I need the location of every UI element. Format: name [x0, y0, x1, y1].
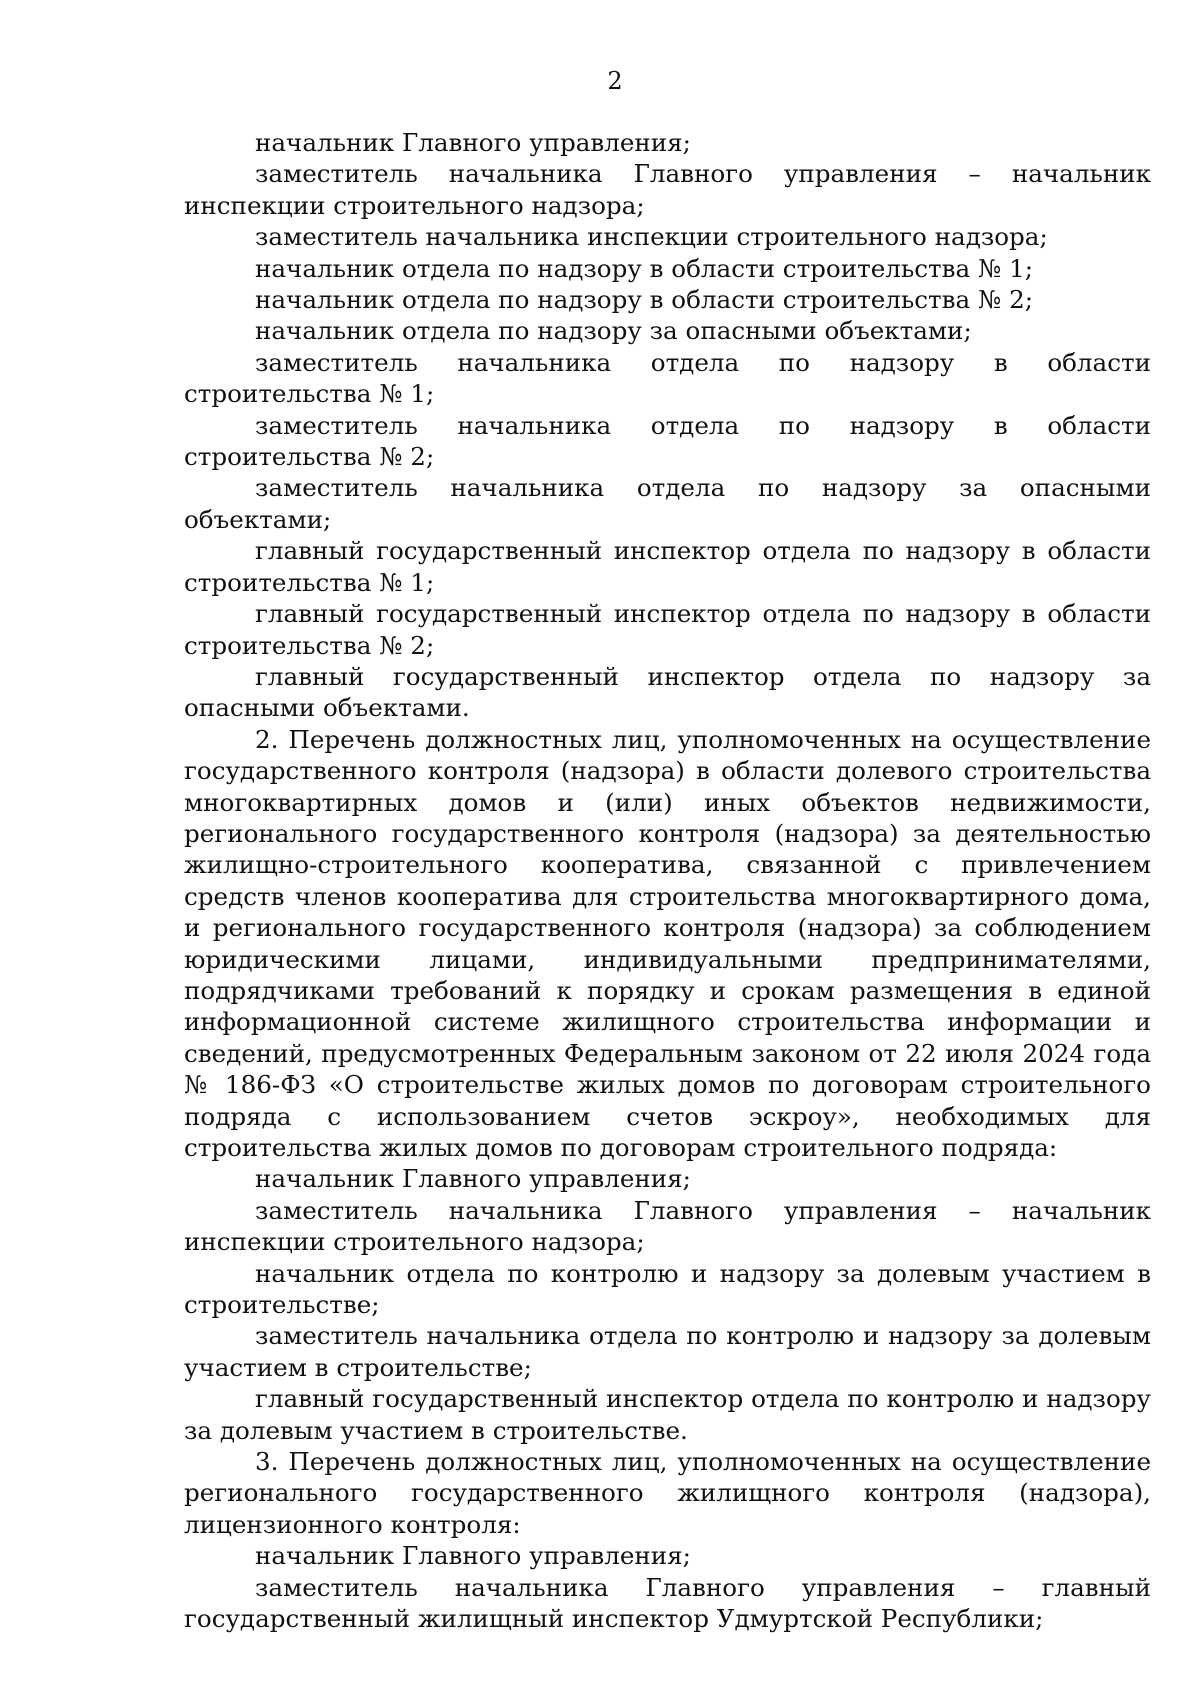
list-item: начальник отдела по надзору в области строительства № 1;	[255, 253, 1034, 283]
list-item: главный государственный инспектор отдела по надзору за опасными объектами.	[184, 661, 1151, 723]
list-item: заместитель начальника инспекции строительного надзора;	[255, 222, 1048, 252]
list-item: начальник отдела по контролю и надзору за долевым участием в строительстве;	[184, 1258, 1151, 1320]
list-item: начальник Главного управления;	[255, 1541, 691, 1571]
list-item: начальник отдела по надзору за опасными объектами;	[255, 316, 972, 346]
list-item: заместитель начальника Главного управления – главный государственный жилищный инспектор Удмуртской Республики;	[184, 1572, 1151, 1634]
list-item: главный государственный инспектор отдела по надзору в области строительства № 2;	[184, 599, 1151, 660]
list-item: заместитель начальника отдела по надзору в области строительства № 2;	[184, 410, 1151, 472]
list-item: заместитель начальника Главного управления – начальник инспекции строительного надзора;	[184, 1195, 1151, 1257]
document-body	[184, 127, 1151, 1635]
list-item: начальник отдела по надзору в области строительства № 2;	[255, 285, 1034, 315]
list-item: начальник Главного управления;	[255, 1164, 691, 1194]
section-paragraph-2: 2. Перечень должностных лиц, уполномоченных на осуществление государственного контроля (надзора) в области долевого строительства многоквартирных домов и (или) иных объектов недвижимости, регионального государственного контроля (надзора) за деятельностью жилищно-строительного кооператива, связанной с привлечением средств членов кооператива для строительства многоквартирного дома, и регионального государственного контроля (надзора) за соблюдением юридическими лицами, индивидуальными предпринимателями, подрядчиками требований к порядку и срокам размещения в единой информационной системе жилищного строительства информации и сведений, предусмотренных Федеральным законом от 22 июля 2024 года № 186-ФЗ «О строительстве жилых домов по договорам строительного подряда с использованием счетов эскроу», необходимых для строительства жилых домов по договорам строительного подряда:	[184, 724, 1151, 1162]
list-item: заместитель начальника отдела по надзору в области строительства № 1;	[184, 347, 1151, 409]
list-item: заместитель начальника Главного управления – начальник инспекции строительного надзора;	[184, 159, 1151, 220]
list-item: главный государственный инспектор отдела по контролю и надзору за долевым участием в строительстве.	[184, 1384, 1151, 1445]
list-item: главный государственный инспектор отдела по надзору в области строительства № 1;	[184, 536, 1151, 597]
list-item: заместитель начальника отдела по надзору за опасными объектами;	[184, 473, 1151, 534]
list-item: заместитель начальника отдела по контролю и надзору за долевым участием в строительстве;	[184, 1321, 1151, 1382]
list-item: начальник Главного управления;	[255, 128, 691, 157]
section-paragraph-3: 3. Перечень должностных лиц, уполномоченных на осуществление регионального государственного жилищного контроля (надзора), лицензионного контроля:	[184, 1447, 1151, 1539]
page-number: 2	[607, 67, 623, 95]
